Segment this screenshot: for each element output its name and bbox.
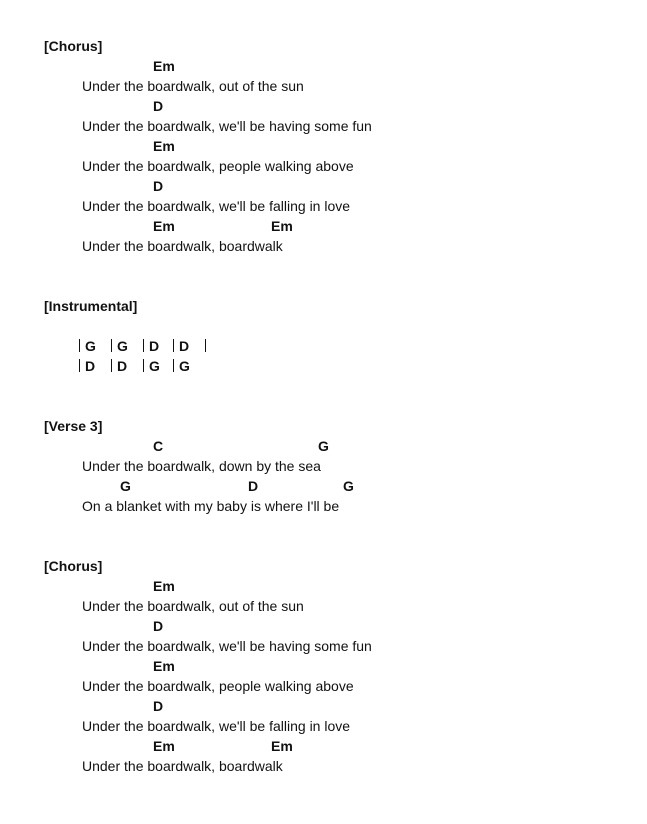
chord: Em	[153, 658, 175, 674]
chord: D	[117, 358, 128, 374]
chord-row	[0, 436, 600, 456]
chord: G	[343, 478, 354, 494]
lyric-line: Under the boardwalk, people walking above	[82, 678, 354, 694]
bar-line	[205, 339, 206, 352]
chord: G	[318, 438, 329, 454]
chord: G	[149, 358, 160, 374]
bar-line	[173, 359, 174, 372]
chord: Em	[153, 738, 175, 754]
bar-row	[76, 336, 376, 356]
chord: D	[153, 178, 164, 194]
chord-row	[0, 176, 600, 196]
lyric-line: Under the boardwalk, we'll be having some fun	[82, 118, 372, 134]
bar-line	[143, 359, 144, 372]
chord: D	[248, 478, 259, 494]
chord-row	[0, 96, 600, 116]
lyric-line: On a blanket with my baby is where I'll be	[82, 498, 340, 514]
lyric-line: Under the boardwalk, we'll be falling in love	[82, 718, 351, 734]
lyric-line: Under the boardwalk, boardwalk	[82, 238, 283, 254]
bar-line	[79, 359, 80, 372]
chord-row	[0, 736, 600, 756]
section-heading-instrumental: [Instrumental]	[44, 298, 138, 314]
chord: Em	[271, 218, 293, 234]
chord-row	[0, 616, 600, 636]
chord-row	[0, 696, 600, 716]
chord: D	[179, 338, 190, 354]
lyric-line: Under the boardwalk, we'll be having some fun	[82, 638, 372, 654]
chord-row	[0, 136, 600, 156]
chord-row	[0, 216, 600, 236]
chord: D	[153, 698, 164, 714]
chord: Em	[153, 578, 175, 594]
chord: G	[85, 338, 96, 354]
lyric-line: Under the boardwalk, out of the sun	[82, 78, 304, 94]
chord: Em	[271, 738, 293, 754]
lyric-line: Under the boardwalk, we'll be falling in love	[82, 198, 351, 214]
chord: G	[117, 338, 128, 354]
chord: G	[179, 358, 190, 374]
chord-row	[0, 656, 600, 676]
bar-line	[143, 339, 144, 352]
chord: D	[149, 338, 160, 354]
chord: Em	[153, 58, 175, 74]
chord: Em	[153, 218, 175, 234]
chord: D	[153, 618, 164, 634]
lyric-line: Under the boardwalk, out of the sun	[82, 598, 304, 614]
section-heading-chorus: [Chorus]	[44, 38, 103, 54]
chord-row	[0, 476, 600, 496]
lyric-line: Under the boardwalk, people walking above	[82, 158, 354, 174]
chord: D	[153, 98, 164, 114]
bar-line	[111, 339, 112, 352]
chord: D	[85, 358, 96, 374]
chord-row	[0, 56, 600, 76]
lyric-line: Under the boardwalk, down by the sea	[82, 458, 321, 474]
section-heading-chorus: [Chorus]	[44, 558, 103, 574]
chord-row	[0, 576, 600, 596]
chord: C	[153, 438, 164, 454]
bar-line	[111, 359, 112, 372]
bar-row	[76, 356, 376, 376]
section-heading-verse: [Verse 3]	[44, 418, 103, 434]
bar-line	[173, 339, 174, 352]
lyric-line: Under the boardwalk, boardwalk	[82, 758, 283, 774]
chord: Em	[153, 138, 175, 154]
bar-line	[79, 339, 80, 352]
chord: G	[120, 478, 131, 494]
